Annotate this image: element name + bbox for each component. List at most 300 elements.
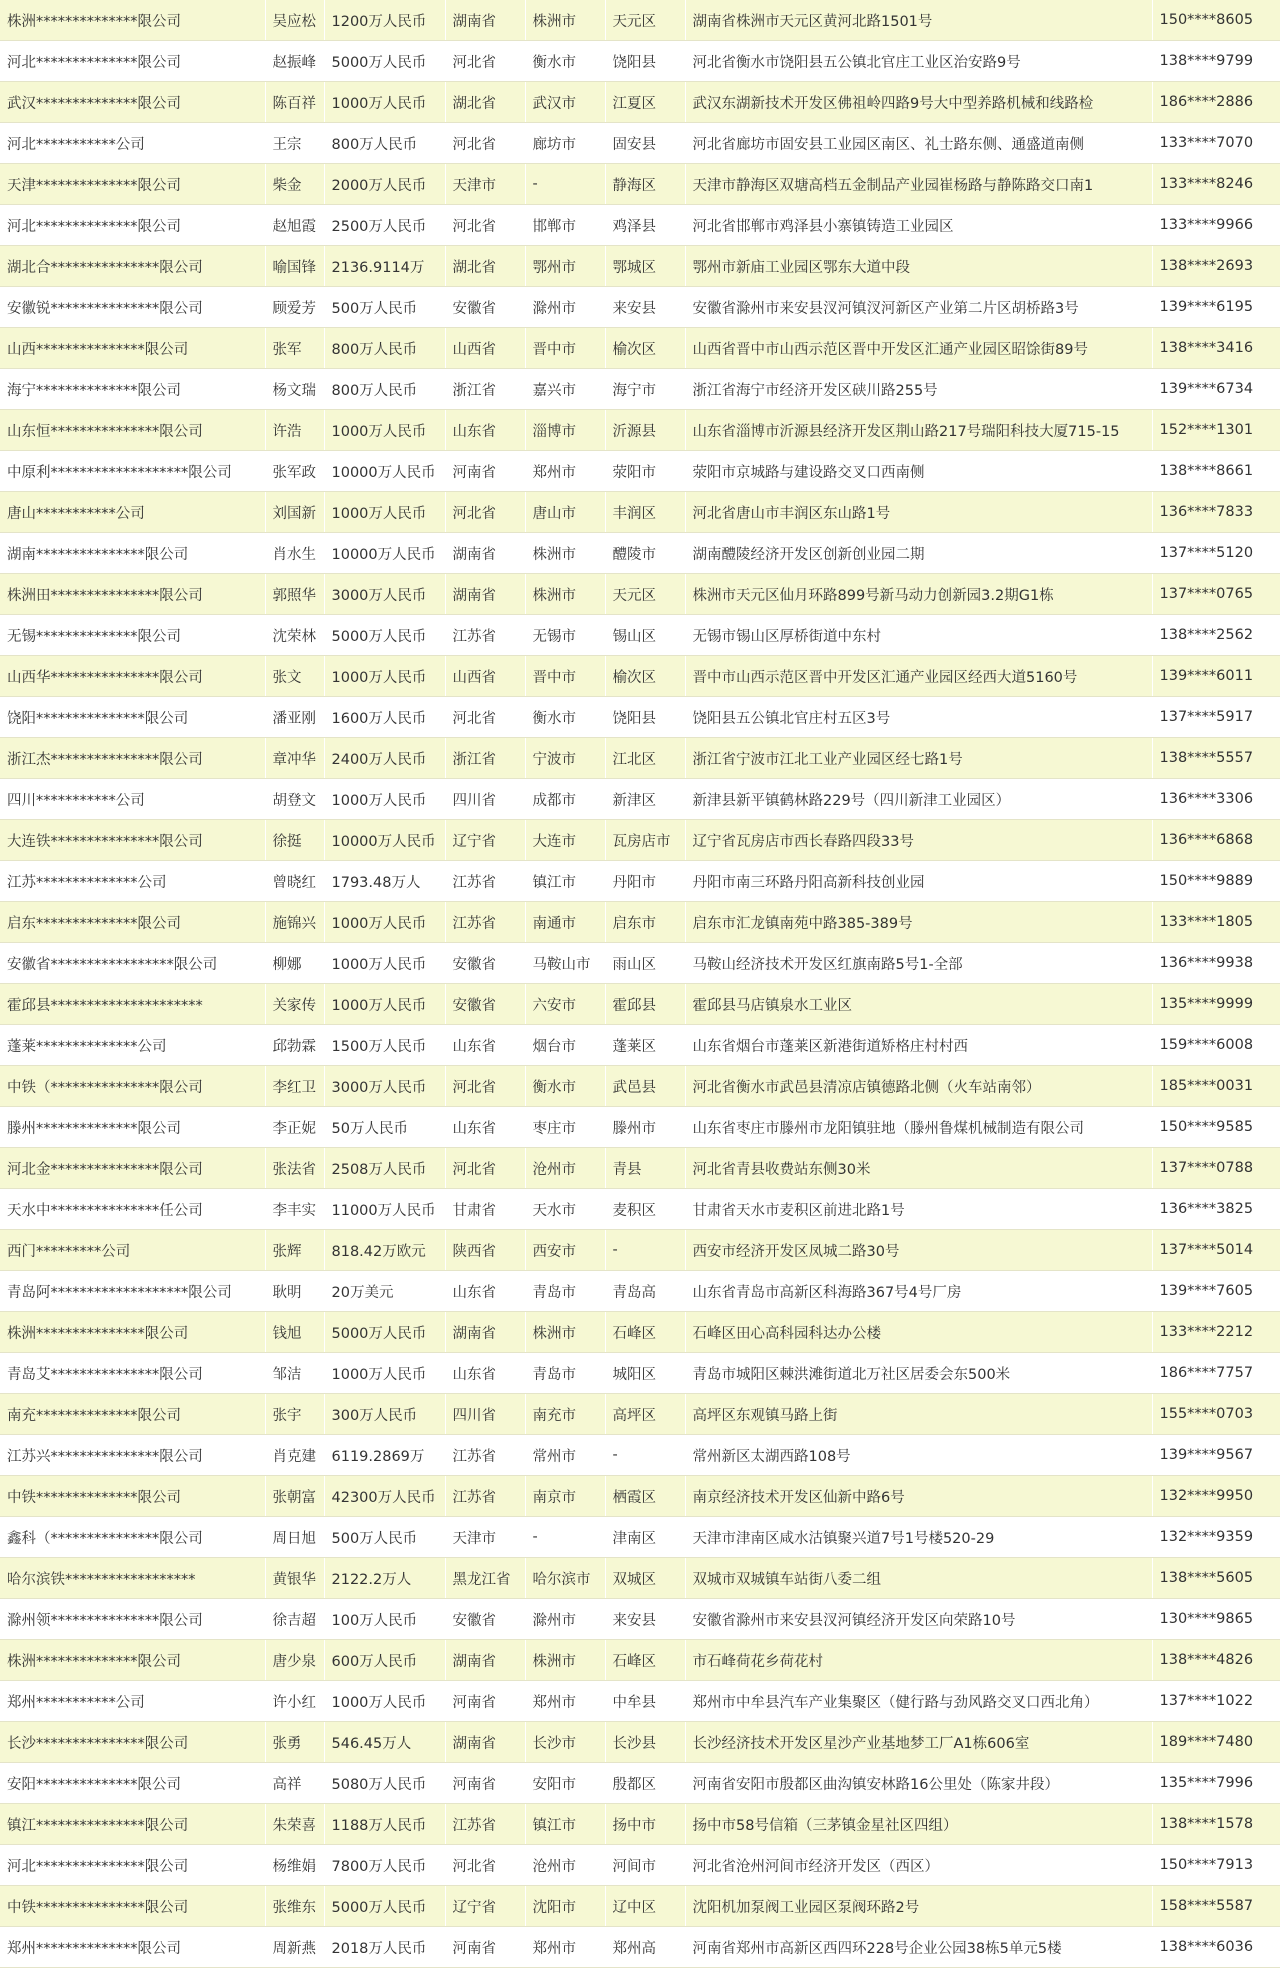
phone-cell: 133****1805	[1152, 902, 1280, 943]
legal-rep-cell: 赵旭霞	[265, 205, 324, 246]
company-name-cell: 天水中***************任公司	[0, 1189, 265, 1230]
company-name-cell: 霍邱县*********************	[0, 984, 265, 1025]
table-row	[0, 779, 1280, 820]
address-cell: 辽宁省瓦房店市西长春路四段33号	[685, 820, 1152, 861]
province-cell: 江苏省	[445, 1476, 525, 1517]
table-row	[0, 1394, 1280, 1435]
city-cell: 成都市	[525, 779, 605, 820]
table-row	[0, 123, 1280, 164]
company-name-cell: 中铁（***************限公司	[0, 1066, 265, 1107]
phone-cell: 150****7913	[1152, 1845, 1280, 1886]
district-cell: 雨山区	[605, 943, 685, 984]
company-name-cell: 中铁***************限公司	[0, 1886, 265, 1927]
district-cell: 江夏区	[605, 82, 685, 123]
city-cell: 青岛市	[525, 1271, 605, 1312]
address-cell: 荥阳市京城路与建设路交叉口西南侧	[685, 451, 1152, 492]
legal-rep-cell: 顾爱芳	[265, 287, 324, 328]
address-cell: 山东省枣庄市滕州市龙阳镇驻地（滕州鲁煤机械制造有限公司	[685, 1107, 1152, 1148]
province-cell: 湖南省	[445, 1640, 525, 1681]
province-cell: 山东省	[445, 1353, 525, 1394]
address-cell: 马鞍山经济技术开发区红旗南路5号1-全部	[685, 943, 1152, 984]
address-cell: 株洲市天元区仙月环路899号新马动力创新园3.2期G1栋	[685, 574, 1152, 615]
registered-capital-cell: 5000万人民币	[324, 41, 445, 82]
district-cell: 丰润区	[605, 492, 685, 533]
address-cell: 新津县新平镇鹤林路229号（四川新津工业园区）	[685, 779, 1152, 820]
company-name-cell: 山西华***************限公司	[0, 656, 265, 697]
company-name-cell: 湖南***************限公司	[0, 533, 265, 574]
legal-rep-cell: 赵振峰	[265, 41, 324, 82]
address-cell: 山东省淄博市沂源县经济开发区荆山路217号瑞阳科技大厦715-15	[685, 410, 1152, 451]
legal-rep-cell: 张法省	[265, 1148, 324, 1189]
district-cell: 沂源县	[605, 410, 685, 451]
table-row	[0, 205, 1280, 246]
table-row	[0, 1763, 1280, 1804]
address-cell: 河南省郑州市高新区西四环228号企业公园38栋5单元5楼	[685, 1927, 1152, 1968]
city-cell: 沈阳市	[525, 1886, 605, 1927]
table-row	[0, 328, 1280, 369]
legal-rep-cell: 刘国新	[265, 492, 324, 533]
city-cell: 马鞍山市	[525, 943, 605, 984]
city-cell: 晋中市	[525, 328, 605, 369]
address-cell: 湖南省株洲市天元区黄河北路1501号	[685, 0, 1152, 41]
city-cell: 安阳市	[525, 1763, 605, 1804]
province-cell: 河北省	[445, 697, 525, 738]
registered-capital-cell: 5000万人民币	[324, 1312, 445, 1353]
address-cell: 扬中市58号信箱（三茅镇金星社区四组）	[685, 1804, 1152, 1845]
district-cell: 静海区	[605, 164, 685, 205]
province-cell: 河北省	[445, 1845, 525, 1886]
table-row	[0, 615, 1280, 656]
phone-cell: 133****2212	[1152, 1312, 1280, 1353]
address-cell: 市石峰荷花乡荷花村	[685, 1640, 1152, 1681]
legal-rep-cell: 胡登文	[265, 779, 324, 820]
city-cell: 哈尔滨市	[525, 1558, 605, 1599]
registered-capital-cell: 5000万人民币	[324, 615, 445, 656]
company-name-cell: 河北***********公司	[0, 123, 265, 164]
table-row	[0, 533, 1280, 574]
registered-capital-cell: 2136.9114万	[324, 246, 445, 287]
registered-capital-cell: 3000万人民币	[324, 574, 445, 615]
legal-rep-cell: 徐挺	[265, 820, 324, 861]
company-name-cell: 无锡**************限公司	[0, 615, 265, 656]
phone-cell: 159****6008	[1152, 1025, 1280, 1066]
company-name-cell: 株洲**************限公司	[0, 0, 265, 41]
company-name-cell: 株洲***************限公司	[0, 1312, 265, 1353]
company-name-cell: 四川***********公司	[0, 779, 265, 820]
registered-capital-cell: 1000万人民币	[324, 656, 445, 697]
legal-rep-cell: 李正妮	[265, 1107, 324, 1148]
address-cell: 石峰区田心高科园科达办公楼	[685, 1312, 1152, 1353]
province-cell: 湖南省	[445, 0, 525, 41]
phone-cell: 138****2562	[1152, 615, 1280, 656]
legal-rep-cell: 许小红	[265, 1681, 324, 1722]
address-cell: 天津市静海区双塘高档五金制品产业园崔杨路与静陈路交口南1	[685, 164, 1152, 205]
company-name-cell: 山东恒***************限公司	[0, 410, 265, 451]
address-cell: 河北省青县收费站东侧30米	[685, 1148, 1152, 1189]
district-cell: 河间市	[605, 1845, 685, 1886]
company-name-cell: 湖北合***************限公司	[0, 246, 265, 287]
district-cell: 丹阳市	[605, 861, 685, 902]
district-cell: 城阳区	[605, 1353, 685, 1394]
legal-rep-cell: 张维东	[265, 1886, 324, 1927]
province-cell: 河南省	[445, 1927, 525, 1968]
district-cell: 启东市	[605, 902, 685, 943]
district-cell: 固安县	[605, 123, 685, 164]
phone-cell: 155****0703	[1152, 1394, 1280, 1435]
city-cell: 南京市	[525, 1476, 605, 1517]
company-name-cell: 安徽锐***************限公司	[0, 287, 265, 328]
address-cell: 浙江省宁波市江北工业产业园区经七路1号	[685, 738, 1152, 779]
company-name-cell: 武汉**************限公司	[0, 82, 265, 123]
phone-cell: 132****9950	[1152, 1476, 1280, 1517]
province-cell: 湖南省	[445, 1722, 525, 1763]
city-cell: 晋中市	[525, 656, 605, 697]
district-cell: 双城区	[605, 1558, 685, 1599]
phone-cell: 138****4826	[1152, 1640, 1280, 1681]
address-cell: 河北省沧州河间市经济开发区（西区）	[685, 1845, 1152, 1886]
province-cell: 山西省	[445, 656, 525, 697]
registered-capital-cell: 1000万人民币	[324, 1353, 445, 1394]
address-cell: 高坪区东观镇马路上街	[685, 1394, 1152, 1435]
table-row	[0, 287, 1280, 328]
city-cell: 滁州市	[525, 287, 605, 328]
company-name-cell: 大连铁***************限公司	[0, 820, 265, 861]
registered-capital-cell: 800万人民币	[324, 123, 445, 164]
registered-capital-cell: 11000万人民币	[324, 1189, 445, 1230]
legal-rep-cell: 喻国锋	[265, 246, 324, 287]
district-cell: 青岛高	[605, 1271, 685, 1312]
province-cell: 河南省	[445, 1763, 525, 1804]
registered-capital-cell: 2400万人民币	[324, 738, 445, 779]
legal-rep-cell: 耿明	[265, 1271, 324, 1312]
city-cell: 鄂州市	[525, 246, 605, 287]
registered-capital-cell: 10000万人民币	[324, 820, 445, 861]
legal-rep-cell: 吴应松	[265, 0, 324, 41]
address-cell: 青岛市城阳区棘洪滩街道北万社区居委会东500米	[685, 1353, 1152, 1394]
legal-rep-cell: 沈荣林	[265, 615, 324, 656]
phone-cell: 136****6868	[1152, 820, 1280, 861]
company-name-cell: 安阳**************限公司	[0, 1763, 265, 1804]
company-name-cell: 饶阳***************限公司	[0, 697, 265, 738]
phone-cell: 133****9966	[1152, 205, 1280, 246]
table-row	[0, 1107, 1280, 1148]
address-cell: 河北省衡水市饶阳县五公镇北官庄工业区治安路9号	[685, 41, 1152, 82]
company-name-cell: 鑫科（***************限公司	[0, 1517, 265, 1558]
address-cell: 安徽省滁州市来安县汊河镇汊河新区产业第二片区胡桥路3号	[685, 287, 1152, 328]
table-row	[0, 861, 1280, 902]
registered-capital-cell: 2122.2万人	[324, 1558, 445, 1599]
phone-cell: 138****5557	[1152, 738, 1280, 779]
address-cell: 双城市双城镇车站街八委二组	[685, 1558, 1152, 1599]
table-row	[0, 1927, 1280, 1968]
city-cell: 枣庄市	[525, 1107, 605, 1148]
company-name-cell: 启东**************限公司	[0, 902, 265, 943]
district-cell: 榆次区	[605, 656, 685, 697]
district-cell: 长沙县	[605, 1722, 685, 1763]
district-cell: 武邑县	[605, 1066, 685, 1107]
table-row	[0, 1025, 1280, 1066]
company-name-cell: 河北**************限公司	[0, 205, 265, 246]
company-name-cell: 蓬莱**************公司	[0, 1025, 265, 1066]
table-row	[0, 1517, 1280, 1558]
table-row	[0, 984, 1280, 1025]
province-cell: 湖南省	[445, 1312, 525, 1353]
district-cell: 来安县	[605, 1599, 685, 1640]
legal-rep-cell: 张朝富	[265, 1476, 324, 1517]
city-cell: 郑州市	[525, 451, 605, 492]
company-name-cell: 河北**************限公司	[0, 41, 265, 82]
table-row	[0, 0, 1280, 41]
district-cell: -	[605, 1435, 685, 1476]
table-row	[0, 820, 1280, 861]
table-row	[0, 1599, 1280, 1640]
address-cell: 郑州市中牟县汽车产业集聚区（健行路与劲风路交叉口西北角）	[685, 1681, 1152, 1722]
province-cell: 黑龙江省	[445, 1558, 525, 1599]
address-cell: 武汉东湖新技术开发区佛祖岭四路9号大中型养路机械和线路检	[685, 82, 1152, 123]
registered-capital-cell: 50万人民币	[324, 1107, 445, 1148]
phone-cell: 150****8605	[1152, 0, 1280, 41]
legal-rep-cell: 肖水生	[265, 533, 324, 574]
legal-rep-cell: 徐吉超	[265, 1599, 324, 1640]
legal-rep-cell: 张军	[265, 328, 324, 369]
district-cell: 榆次区	[605, 328, 685, 369]
table-row	[0, 82, 1280, 123]
address-cell: 无锡市锡山区厚桥街道中东村	[685, 615, 1152, 656]
table-row	[0, 451, 1280, 492]
city-cell: 西安市	[525, 1230, 605, 1271]
district-cell: 青县	[605, 1148, 685, 1189]
district-cell: 郑州高	[605, 1927, 685, 1968]
table-row	[0, 1722, 1280, 1763]
district-cell: 蓬莱区	[605, 1025, 685, 1066]
province-cell: 湖南省	[445, 574, 525, 615]
address-cell: 天津市津南区咸水沽镇聚兴道7号1号楼520-29	[685, 1517, 1152, 1558]
city-cell: -	[525, 164, 605, 205]
table-row	[0, 1148, 1280, 1189]
city-cell: 邯郸市	[525, 205, 605, 246]
table-row	[0, 1066, 1280, 1107]
phone-cell: 133****8246	[1152, 164, 1280, 205]
phone-cell: 137****0788	[1152, 1148, 1280, 1189]
phone-cell: 186****2886	[1152, 82, 1280, 123]
district-cell: 锡山区	[605, 615, 685, 656]
province-cell: 江苏省	[445, 615, 525, 656]
phone-cell: 136****9938	[1152, 943, 1280, 984]
table-row	[0, 1476, 1280, 1517]
registered-capital-cell: 7800万人民币	[324, 1845, 445, 1886]
company-name-cell: 南充**************限公司	[0, 1394, 265, 1435]
phone-cell: 139****6011	[1152, 656, 1280, 697]
registered-capital-cell: 20万美元	[324, 1271, 445, 1312]
address-cell: 河北省衡水市武邑县清凉店镇德路北侧（火车站南邻）	[685, 1066, 1152, 1107]
table-row	[0, 574, 1280, 615]
phone-cell: 139****9567	[1152, 1435, 1280, 1476]
phone-cell: 138****9799	[1152, 41, 1280, 82]
city-cell: -	[525, 1517, 605, 1558]
company-name-cell: 江苏**************公司	[0, 861, 265, 902]
address-cell: 湖南醴陵经济开发区创新创业园二期	[685, 533, 1152, 574]
legal-rep-cell: 邱勃霖	[265, 1025, 324, 1066]
phone-cell: 139****6734	[1152, 369, 1280, 410]
city-cell: 嘉兴市	[525, 369, 605, 410]
registered-capital-cell: 5080万人民币	[324, 1763, 445, 1804]
phone-cell: 150****9585	[1152, 1107, 1280, 1148]
table-row	[0, 1312, 1280, 1353]
registered-capital-cell: 2000万人民币	[324, 164, 445, 205]
city-cell: 株洲市	[525, 533, 605, 574]
table-row	[0, 902, 1280, 943]
company-name-cell: 江苏兴***************限公司	[0, 1435, 265, 1476]
city-cell: 南充市	[525, 1394, 605, 1435]
province-cell: 辽宁省	[445, 1886, 525, 1927]
city-cell: 南通市	[525, 902, 605, 943]
company-name-cell: 郑州***********公司	[0, 1681, 265, 1722]
province-cell: 安徽省	[445, 1599, 525, 1640]
phone-cell: 133****7070	[1152, 123, 1280, 164]
table-row	[0, 697, 1280, 738]
company-name-cell: 株洲**************限公司	[0, 1640, 265, 1681]
legal-rep-cell: 郭照华	[265, 574, 324, 615]
registered-capital-cell: 1000万人民币	[324, 1681, 445, 1722]
registered-capital-cell: 800万人民币	[324, 328, 445, 369]
district-cell: 石峰区	[605, 1312, 685, 1353]
registered-capital-cell: 600万人民币	[324, 1640, 445, 1681]
province-cell: 江苏省	[445, 1435, 525, 1476]
company-name-cell: 镇江***************限公司	[0, 1804, 265, 1845]
legal-rep-cell: 许浩	[265, 410, 324, 451]
registered-capital-cell: 5000万人民币	[324, 1886, 445, 1927]
province-cell: 山东省	[445, 1271, 525, 1312]
city-cell: 长沙市	[525, 1722, 605, 1763]
company-name-cell: 滕州**************限公司	[0, 1107, 265, 1148]
address-cell: 丹阳市南三环路丹阳高新科技创业园	[685, 861, 1152, 902]
registered-capital-cell: 1000万人民币	[324, 410, 445, 451]
province-cell: 四川省	[445, 779, 525, 820]
company-name-cell: 天津**************限公司	[0, 164, 265, 205]
registered-capital-cell: 1500万人民币	[324, 1025, 445, 1066]
legal-rep-cell: 张勇	[265, 1722, 324, 1763]
legal-rep-cell: 周日旭	[265, 1517, 324, 1558]
company-name-cell: 海宁**************限公司	[0, 369, 265, 410]
legal-rep-cell: 肖克建	[265, 1435, 324, 1476]
phone-cell: 138****8661	[1152, 451, 1280, 492]
district-cell: 荥阳市	[605, 451, 685, 492]
province-cell: 浙江省	[445, 738, 525, 779]
phone-cell: 139****6195	[1152, 287, 1280, 328]
city-cell: 宁波市	[525, 738, 605, 779]
province-cell: 河北省	[445, 492, 525, 533]
legal-rep-cell: 朱荣喜	[265, 1804, 324, 1845]
table-row	[0, 1640, 1280, 1681]
address-cell: 安徽省滁州市来安县汊河镇经济开发区向荣路10号	[685, 1599, 1152, 1640]
address-cell: 河北省唐山市丰润区东山路1号	[685, 492, 1152, 533]
phone-cell: 135****7996	[1152, 1763, 1280, 1804]
registered-capital-cell: 546.45万人	[324, 1722, 445, 1763]
registered-capital-cell: 2500万人民币	[324, 205, 445, 246]
registered-capital-cell: 800万人民币	[324, 369, 445, 410]
table-row	[0, 492, 1280, 533]
address-cell: 浙江省海宁市经济开发区硖川路255号	[685, 369, 1152, 410]
table-row	[0, 1886, 1280, 1927]
phone-cell: 136****3306	[1152, 779, 1280, 820]
city-cell: 滁州市	[525, 1599, 605, 1640]
district-cell: 石峰区	[605, 1640, 685, 1681]
province-cell: 安徽省	[445, 984, 525, 1025]
table-row	[0, 943, 1280, 984]
company-name-cell: 中原利*******************限公司	[0, 451, 265, 492]
city-cell: 衡水市	[525, 697, 605, 738]
company-name-cell: 哈尔滨铁******************	[0, 1558, 265, 1599]
district-cell: 新津区	[605, 779, 685, 820]
phone-cell: 137****1022	[1152, 1681, 1280, 1722]
province-cell: 河北省	[445, 1148, 525, 1189]
phone-cell: 158****5587	[1152, 1886, 1280, 1927]
district-cell: 霍邱县	[605, 984, 685, 1025]
company-name-cell: 安徽省*****************限公司	[0, 943, 265, 984]
district-cell: 滕州市	[605, 1107, 685, 1148]
district-cell: 醴陵市	[605, 533, 685, 574]
province-cell: 山东省	[445, 1025, 525, 1066]
phone-cell: 137****5014	[1152, 1230, 1280, 1271]
phone-cell: 130****9865	[1152, 1599, 1280, 1640]
province-cell: 四川省	[445, 1394, 525, 1435]
district-cell: 鄂城区	[605, 246, 685, 287]
table-row	[0, 1681, 1280, 1722]
province-cell: 山东省	[445, 1107, 525, 1148]
phone-cell: 138****2693	[1152, 246, 1280, 287]
registered-capital-cell: 2508万人民币	[324, 1148, 445, 1189]
province-cell: 河南省	[445, 1681, 525, 1722]
table-row	[0, 1845, 1280, 1886]
company-name-cell: 浙江杰***************限公司	[0, 738, 265, 779]
address-cell: 山东省青岛市高新区科海路367号4号厂房	[685, 1271, 1152, 1312]
phone-cell: 150****9889	[1152, 861, 1280, 902]
table-row	[0, 246, 1280, 287]
district-cell: 殷都区	[605, 1763, 685, 1804]
province-cell: 河北省	[445, 41, 525, 82]
company-name-cell: 河北金***************限公司	[0, 1148, 265, 1189]
phone-cell: 132****9359	[1152, 1517, 1280, 1558]
registered-capital-cell: 1600万人民币	[324, 697, 445, 738]
legal-rep-cell: 杨维娟	[265, 1845, 324, 1886]
district-cell: 饶阳县	[605, 697, 685, 738]
table-row	[0, 1353, 1280, 1394]
legal-rep-cell: 施锦兴	[265, 902, 324, 943]
company-name-cell: 青岛阿*******************限公司	[0, 1271, 265, 1312]
province-cell: 湖北省	[445, 82, 525, 123]
address-cell: 启东市汇龙镇南苑中路385-389号	[685, 902, 1152, 943]
phone-cell: 137****0765	[1152, 574, 1280, 615]
registered-capital-cell: 1000万人民币	[324, 902, 445, 943]
city-cell: 唐山市	[525, 492, 605, 533]
phone-cell: 189****7480	[1152, 1722, 1280, 1763]
company-name-cell: 株洲田***************限公司	[0, 574, 265, 615]
city-cell: 淄博市	[525, 410, 605, 451]
city-cell: 常州市	[525, 1435, 605, 1476]
table-row	[0, 656, 1280, 697]
city-cell: 大连市	[525, 820, 605, 861]
legal-rep-cell: 杨文瑞	[265, 369, 324, 410]
city-cell: 沧州市	[525, 1148, 605, 1189]
company-name-cell: 山西***************限公司	[0, 328, 265, 369]
district-cell: 辽中区	[605, 1886, 685, 1927]
province-cell: 山东省	[445, 410, 525, 451]
address-cell: 河南省安阳市殷都区曲沟镇安林路16公里处（陈家井段）	[685, 1763, 1152, 1804]
table-row	[0, 164, 1280, 205]
registered-capital-cell: 500万人民币	[324, 287, 445, 328]
registered-capital-cell: 1000万人民币	[324, 82, 445, 123]
city-cell: 株洲市	[525, 1640, 605, 1681]
